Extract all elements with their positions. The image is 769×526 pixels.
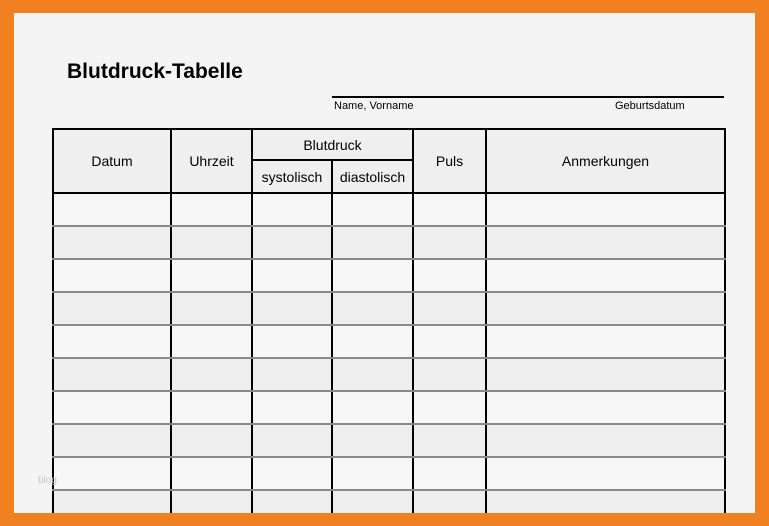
- header-uhrzeit: Uhrzeit: [171, 129, 252, 193]
- cell-systolisch[interactable]: [252, 358, 332, 391]
- birthdate-label: Geburtsdatum: [615, 100, 685, 112]
- cell-puls[interactable]: [413, 490, 486, 513]
- table-row: [53, 292, 725, 325]
- cell-datum[interactable]: [53, 325, 171, 358]
- table-row: [53, 424, 725, 457]
- cell-datum[interactable]: [53, 490, 171, 513]
- cell-systolisch[interactable]: [252, 325, 332, 358]
- cell-uhrzeit[interactable]: [171, 391, 252, 424]
- table-row: [53, 259, 725, 292]
- cell-datum[interactable]: [53, 292, 171, 325]
- cell-diastolisch[interactable]: [332, 490, 413, 513]
- cell-systolisch[interactable]: [252, 391, 332, 424]
- cell-datum[interactable]: [53, 226, 171, 259]
- cell-anmerkungen[interactable]: [486, 226, 725, 259]
- cell-uhrzeit[interactable]: [171, 325, 252, 358]
- cell-diastolisch[interactable]: [332, 292, 413, 325]
- cell-systolisch[interactable]: [252, 193, 332, 226]
- table-row: [53, 358, 725, 391]
- cell-datum[interactable]: [53, 259, 171, 292]
- cell-datum[interactable]: [53, 457, 171, 490]
- cell-puls[interactable]: [413, 292, 486, 325]
- header-systolisch: systolisch: [252, 160, 332, 193]
- cell-uhrzeit[interactable]: [171, 226, 252, 259]
- cell-systolisch[interactable]: [252, 457, 332, 490]
- name-label: Name, Vorname: [334, 100, 414, 112]
- table-row: [53, 391, 725, 424]
- cell-diastolisch[interactable]: [332, 193, 413, 226]
- cell-anmerkungen[interactable]: [486, 358, 725, 391]
- page-title: Blutdruck-Tabelle: [67, 60, 243, 83]
- cell-anmerkungen[interactable]: [486, 259, 725, 292]
- table-row: [53, 490, 725, 513]
- cell-datum[interactable]: [53, 424, 171, 457]
- cell-diastolisch[interactable]: [332, 424, 413, 457]
- cell-puls[interactable]: [413, 226, 486, 259]
- cell-uhrzeit[interactable]: [171, 358, 252, 391]
- table-row: [53, 457, 725, 490]
- cell-systolisch[interactable]: [252, 424, 332, 457]
- cell-anmerkungen[interactable]: [486, 424, 725, 457]
- cell-puls[interactable]: [413, 391, 486, 424]
- cell-puls[interactable]: [413, 259, 486, 292]
- watermark-text: blog: [38, 475, 57, 486]
- form-sheet: [14, 13, 755, 513]
- cell-puls[interactable]: [413, 424, 486, 457]
- cell-diastolisch[interactable]: [332, 457, 413, 490]
- table-body: [53, 193, 725, 513]
- name-signature-line: [332, 96, 724, 98]
- cell-systolisch[interactable]: [252, 490, 332, 513]
- cell-diastolisch[interactable]: [332, 226, 413, 259]
- cell-uhrzeit[interactable]: [171, 457, 252, 490]
- cell-puls[interactable]: [413, 457, 486, 490]
- cell-anmerkungen[interactable]: [486, 457, 725, 490]
- cell-diastolisch[interactable]: [332, 358, 413, 391]
- cell-anmerkungen[interactable]: [486, 490, 725, 513]
- cell-diastolisch[interactable]: [332, 325, 413, 358]
- header-blutdruck: Blutdruck: [252, 129, 413, 160]
- cell-systolisch[interactable]: [252, 226, 332, 259]
- cell-uhrzeit[interactable]: [171, 424, 252, 457]
- cell-anmerkungen[interactable]: [486, 391, 725, 424]
- cell-anmerkungen[interactable]: [486, 325, 725, 358]
- cell-anmerkungen[interactable]: [486, 292, 725, 325]
- cell-diastolisch[interactable]: [332, 259, 413, 292]
- blood-pressure-table: [52, 128, 726, 513]
- cell-puls[interactable]: [413, 325, 486, 358]
- cell-datum[interactable]: [53, 358, 171, 391]
- table-row: [53, 193, 725, 226]
- cell-uhrzeit[interactable]: [171, 292, 252, 325]
- cell-systolisch[interactable]: [252, 292, 332, 325]
- cell-puls[interactable]: [413, 358, 486, 391]
- cell-systolisch[interactable]: [252, 259, 332, 292]
- header-anmerkungen: Anmerkungen: [486, 129, 725, 193]
- cell-uhrzeit[interactable]: [171, 193, 252, 226]
- cell-anmerkungen[interactable]: [486, 193, 725, 226]
- header-diastolisch: diastolisch: [332, 160, 413, 193]
- cell-datum[interactable]: [53, 193, 171, 226]
- cell-uhrzeit[interactable]: [171, 490, 252, 513]
- cell-puls[interactable]: [413, 193, 486, 226]
- header-puls: Puls: [413, 129, 486, 193]
- table-row: [53, 325, 725, 358]
- cell-diastolisch[interactable]: [332, 391, 413, 424]
- table-row: [53, 226, 725, 259]
- cell-uhrzeit[interactable]: [171, 259, 252, 292]
- cell-datum[interactable]: [53, 391, 171, 424]
- header-datum: Datum: [53, 129, 171, 193]
